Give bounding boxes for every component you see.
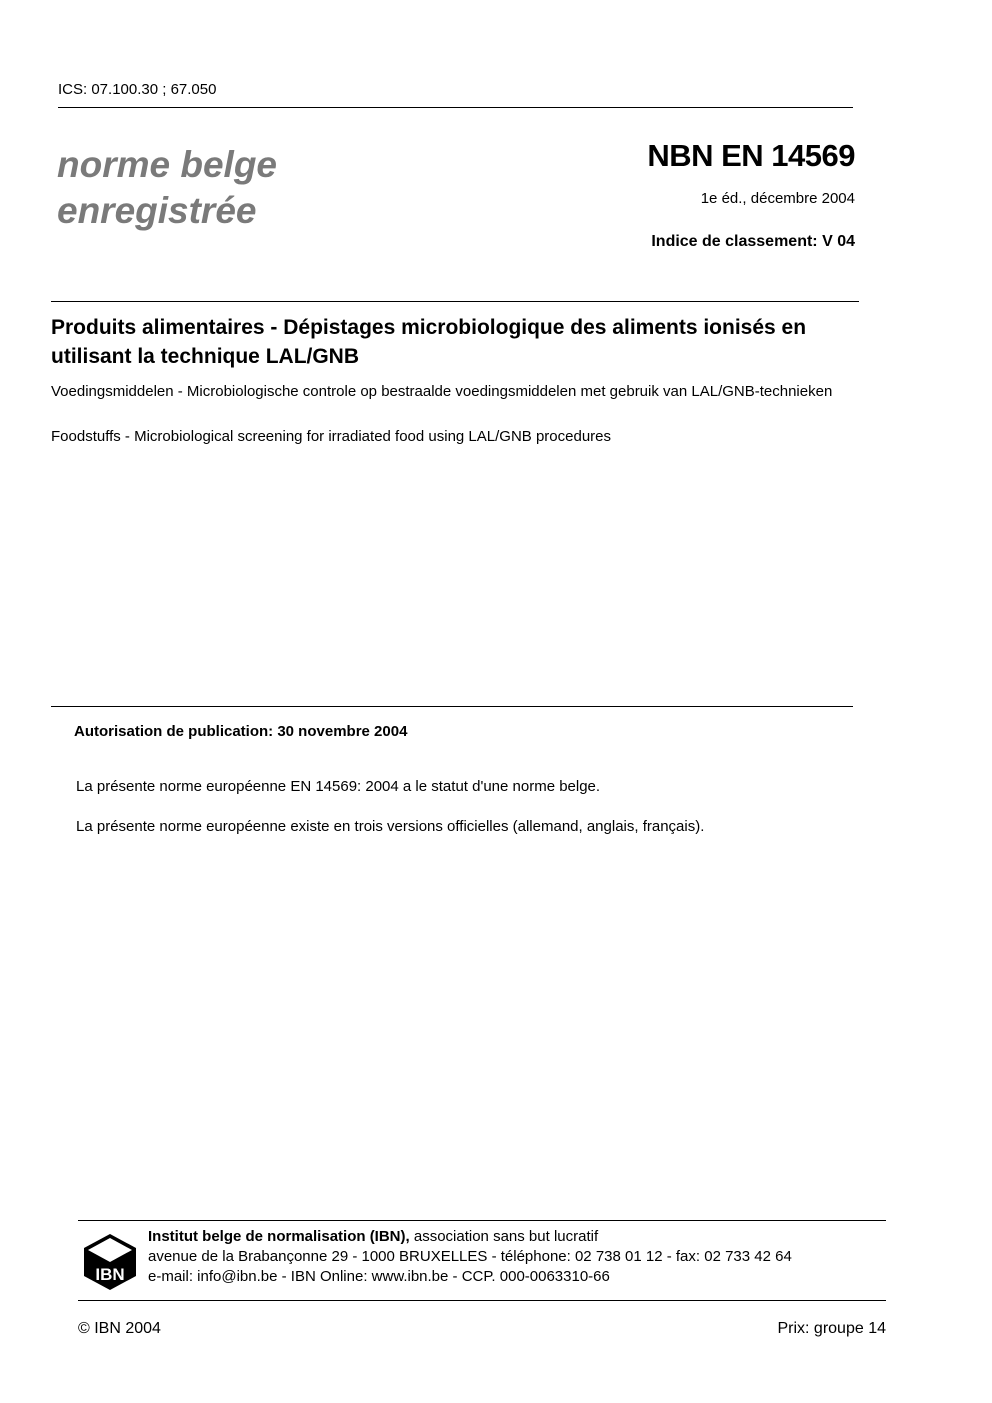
title-divider	[51, 301, 859, 302]
ics-code: ICS: 07.100.30 ; 67.050	[58, 81, 217, 98]
title-french: Produits alimentaires - Dépistages microbiologique des aliments ionisés en utilisant la technique LAL/GNB	[51, 316, 807, 368]
title-english: Foodstuffs - Microbiological screening for irradiated food using LAL/GNB procedures	[51, 428, 612, 445]
norm-label-line2: enregistrée	[57, 190, 257, 231]
organisation-name: Institut belge de normalisation (IBN),	[148, 1228, 410, 1245]
versions-paragraph: La présente norme européenne existe en trois versions officielles (allemand, anglais, français).	[76, 818, 705, 835]
standard-number: NBN EN 14569	[647, 138, 855, 173]
footer-top-divider	[78, 1220, 886, 1221]
footer-organisation	[148, 1228, 598, 1245]
publication-authorisation: Autorisation de publication: 30 novembre 2004	[74, 723, 408, 740]
title-dutch: Voedingsmiddelen - Microbiologische controle op bestraalde voedingsmiddelen met gebruik van LAL/GNB-technieken	[51, 383, 833, 400]
body-divider	[51, 706, 853, 707]
organisation-type: association sans but lucratif	[409, 1228, 599, 1245]
norm-label	[57, 142, 277, 234]
copyright: © IBN 2004	[78, 1320, 161, 1337]
norm-label-line1: norme belge	[57, 144, 277, 185]
footer-bottom-divider	[78, 1300, 886, 1301]
header-divider	[58, 107, 853, 108]
price-group: Prix: groupe 14	[777, 1320, 886, 1337]
classification-index: Indice de classement: V 04	[651, 233, 855, 250]
footer-contact: e-mail: info@ibn.be - IBN Online: www.ibn.be - CCP. 000-0063310-66	[148, 1268, 610, 1285]
footer-address: avenue de la Brabançonne 29 - 1000 BRUXELLES - téléphone: 02 738 01 12 - fax: 02 733 42 64	[148, 1248, 792, 1265]
ibn-logo-text: IBN	[95, 1265, 125, 1284]
ibn-logo-icon	[82, 1232, 138, 1292]
edition-date: 1e éd., décembre 2004	[700, 190, 855, 207]
status-paragraph: La présente norme européenne EN 14569: 2004 a le statut d'une norme belge.	[76, 778, 601, 795]
